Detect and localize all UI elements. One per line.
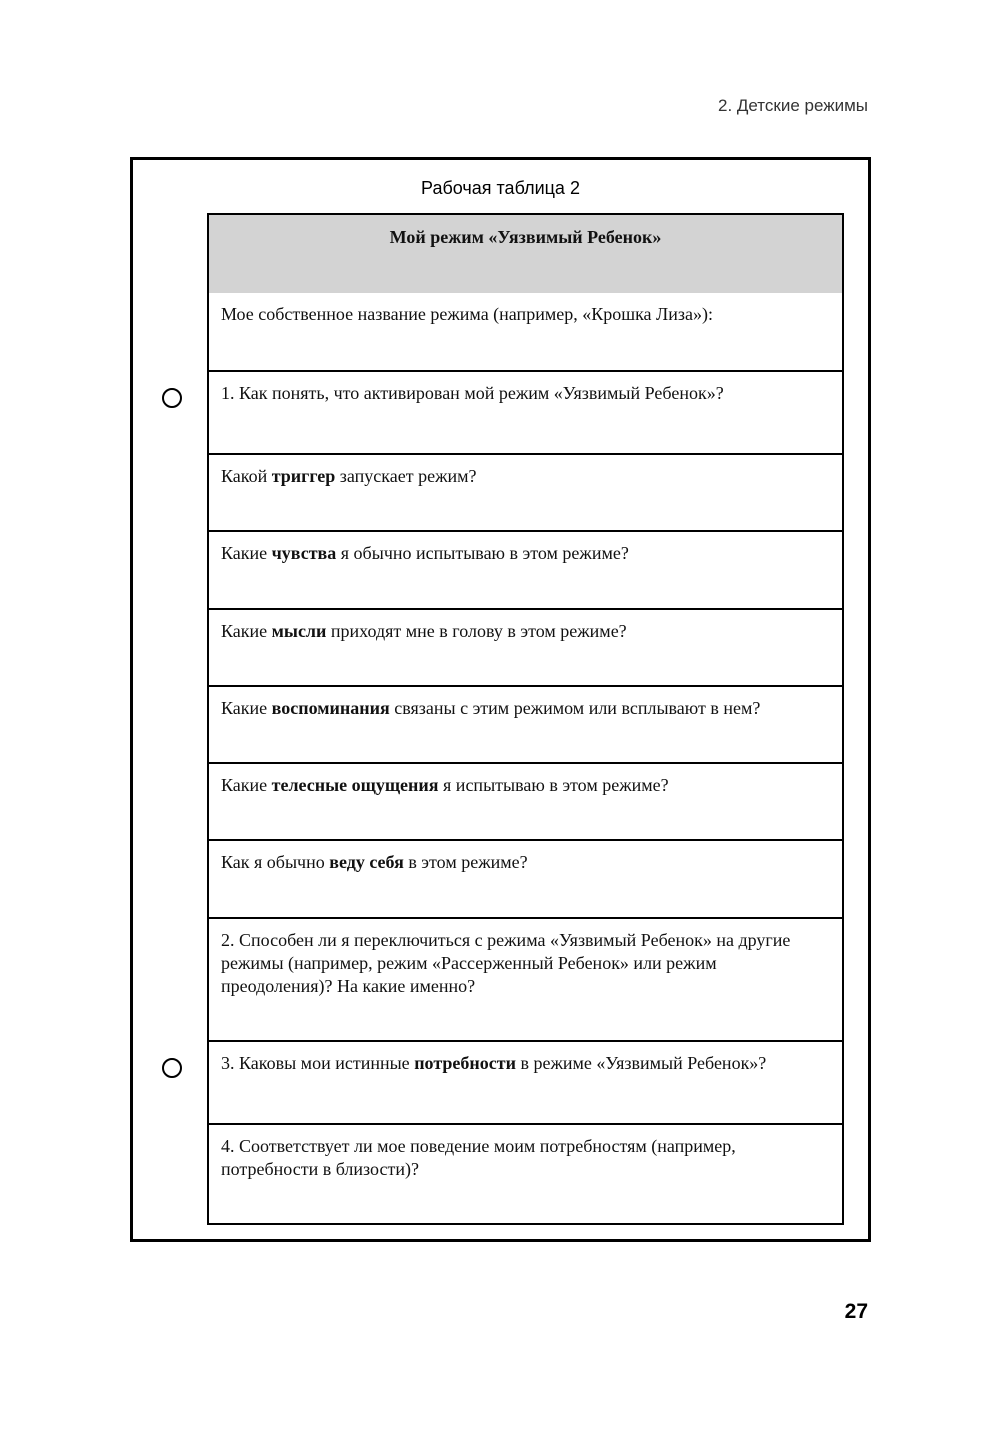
question-text: 4. Соответствует ли мое поведение моим потребностям (например, потребности в близости)? <box>221 1136 736 1179</box>
table-row[interactable] <box>209 608 842 685</box>
question-text-tail: запускает режим? <box>335 466 477 486</box>
worksheet-frame <box>130 157 871 1242</box>
question-text-tail: в этом режиме? <box>403 852 528 872</box>
question-text: Какие <box>221 543 272 563</box>
table-row[interactable] <box>209 917 842 1040</box>
question-text: 3. Каковы мои истинные <box>221 1053 415 1073</box>
table-row[interactable] <box>209 839 842 917</box>
question-keyword: потребности <box>414 1053 516 1073</box>
question-text-tail: приходят мне в голову в этом режиме? <box>326 621 627 641</box>
question-text: 1. Как понять, что активирован мой режим «Уязвимый Ребенок»? <box>221 383 724 403</box>
question-text: Какой <box>221 466 272 486</box>
table-row[interactable] <box>209 1123 842 1223</box>
question-text-tail: связаны с этим режимом или всплывают в нем? <box>389 698 761 718</box>
worksheet-title: Рабочая таблица 2 <box>421 178 580 198</box>
table-header: Мой режим «Уязвимый Ребенок» <box>209 215 842 293</box>
table-row[interactable] <box>209 530 842 608</box>
question-text: Как я обычно <box>221 852 330 872</box>
table-row[interactable] <box>209 1040 842 1123</box>
question-keyword: телесные ощущения <box>271 775 439 795</box>
question-text-tail: я обычно испытываю в этом режиме? <box>336 543 629 563</box>
question-text-tail: я испытываю в этом режиме? <box>438 775 669 795</box>
question-keyword: чувства <box>271 543 337 563</box>
circle-marker-icon <box>162 388 182 408</box>
question-keyword: триггер <box>271 466 336 486</box>
question-text: Мое собственное название режима (например, «Крошка Лиза»): <box>221 304 713 324</box>
question-text: 2. Способен ли я переключиться с режима «Уязвимый Ребенок» на другие режимы (например, режим «Рассерженный Ребенок» или режим преодоления)? На какие именно? <box>221 930 791 996</box>
circle-marker-icon <box>162 1058 182 1078</box>
question-text: Какие <box>221 621 272 641</box>
question-keyword: веду себя <box>329 852 404 872</box>
table-row[interactable] <box>209 370 842 453</box>
table-row[interactable] <box>209 762 842 839</box>
running-head: 2. Детские режимы <box>717 96 868 115</box>
question-keyword: мысли <box>271 621 327 641</box>
question-text: Какие <box>221 775 272 795</box>
page-number: 27 <box>844 1300 868 1323</box>
question-keyword: воспоминания <box>271 698 390 718</box>
table-row[interactable] <box>209 453 842 530</box>
question-text: Какие <box>221 698 272 718</box>
table-row[interactable] <box>209 685 842 762</box>
question-text-tail: в режиме «Уязвимый Ребенок»? <box>515 1053 767 1073</box>
worksheet-table <box>207 213 844 1225</box>
table-row[interactable] <box>209 293 842 370</box>
